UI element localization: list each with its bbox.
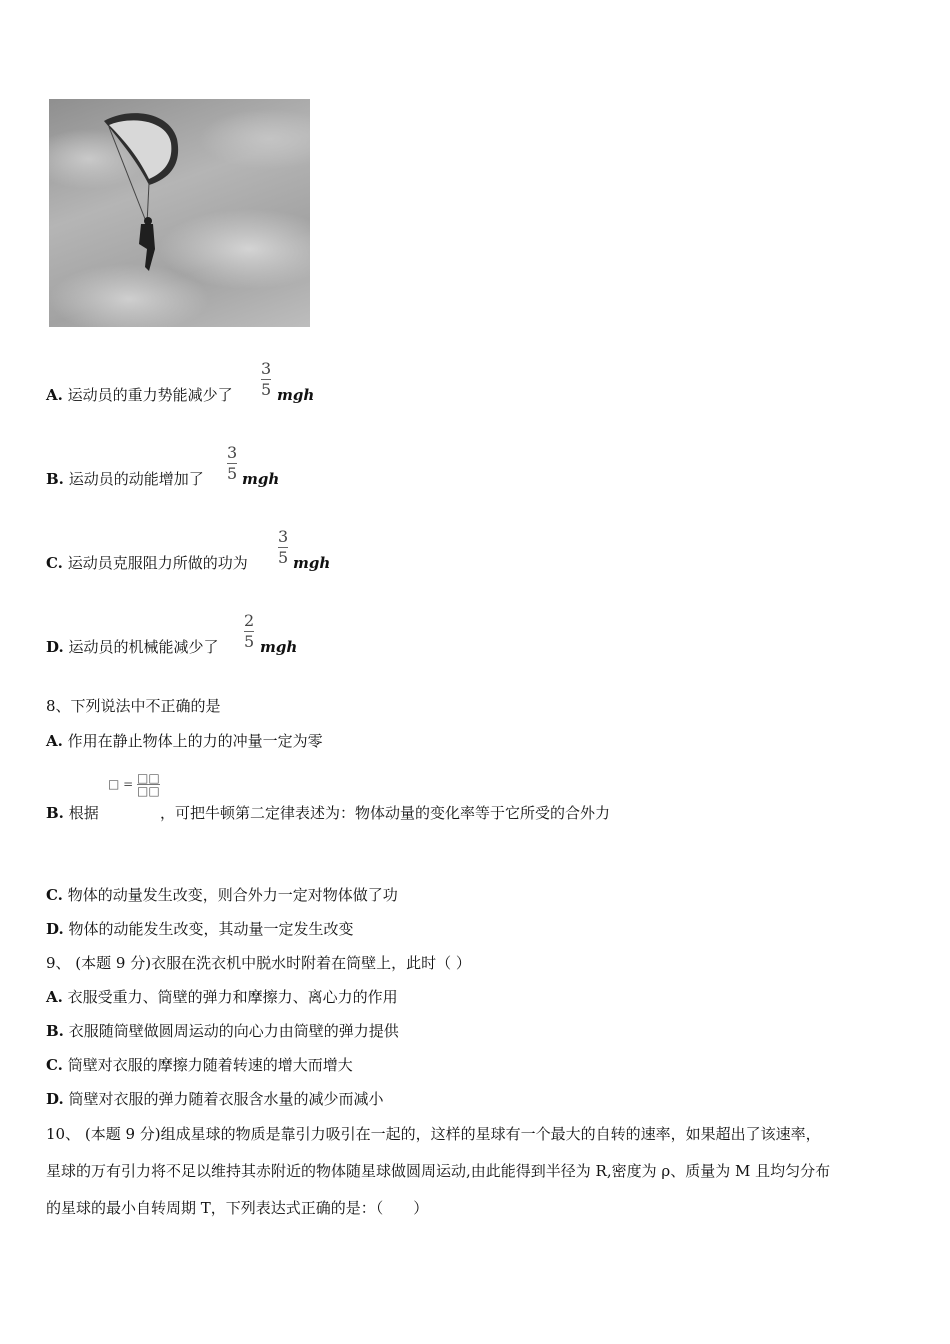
q10-line-3: 的星球的最小自转周期 T，下列表达式正确的是：（ ） [46, 1199, 429, 1217]
q8-stem: 8、下列说法中不正确的是 [46, 697, 221, 715]
q7-b-unit: mgh [242, 470, 280, 488]
paraglider-photo [49, 99, 310, 327]
q7-b-fraction: 3 5 [227, 443, 238, 483]
q8-option-b-rest: ，可把牛顿第二定律表述为：物体动量的变化率等于它所受的合外力 [160, 804, 611, 822]
q9-option-c: C. 筒壁对衣服的摩擦力随着转速的增大而增大 [46, 1056, 353, 1074]
q10-line-1: 10、 (本题 9 分)组成星球的物质是靠引力吸引在一起的，这样的星球有一个最大的自转的速率，如果超出了该速率， [46, 1125, 821, 1143]
q7-option-b: B. 运动员的动能增加了 [46, 470, 204, 488]
q9-option-d: D. 筒壁对衣服的弹力随着衣服含水量的减少而减小 [46, 1090, 384, 1108]
q10-line-2: 星球的万有引力将不足以维持其赤附近的物体随星球做圆周运动,由此能得到半径为 R,密度为 ρ、质量为 M 且均匀分布 [46, 1162, 831, 1180]
q8-option-c: C. 物体的动量发生改变，则合外力一定对物体做了功 [46, 886, 398, 904]
q7-a-fraction: 3 5 [261, 359, 272, 399]
q7-a-unit: mgh [277, 386, 315, 404]
q7-option-d: D. 运动员的机械能减少了 [46, 638, 219, 656]
q7-option-a: A. 运动员的重力势能减少了 [46, 386, 233, 404]
q9-option-a: A. 衣服受重力、筒壁的弹力和摩擦力、离心力的作用 [46, 988, 398, 1006]
q7-option-c: C. 运动员克服阻力所做的功为 [46, 554, 248, 572]
q9-option-b: B. 衣服随筒壁做圆周运动的向心力由筒壁的弹力提供 [46, 1022, 399, 1040]
q8-option-b: B. 根据 [46, 804, 99, 822]
q8-option-a: A. 作用在静止物体上的力的冲量一定为零 [46, 732, 323, 750]
q7-d-fraction: 2 5 [244, 611, 255, 651]
q8-option-d: D. 物体的动能发生改变，其动量一定发生改变 [46, 920, 354, 938]
q7-c-fraction: 3 5 [278, 527, 289, 567]
q7-d-unit: mgh [260, 638, 298, 656]
q9-stem: 9、 (本题 9 分)衣服在洗衣机中脱水时附着在筒壁上，此时（ ） [46, 954, 471, 972]
q8-b-formula: □ = □□ □□ [108, 771, 160, 798]
paraglider-drawing [49, 99, 310, 327]
q7-c-unit: mgh [293, 554, 331, 572]
